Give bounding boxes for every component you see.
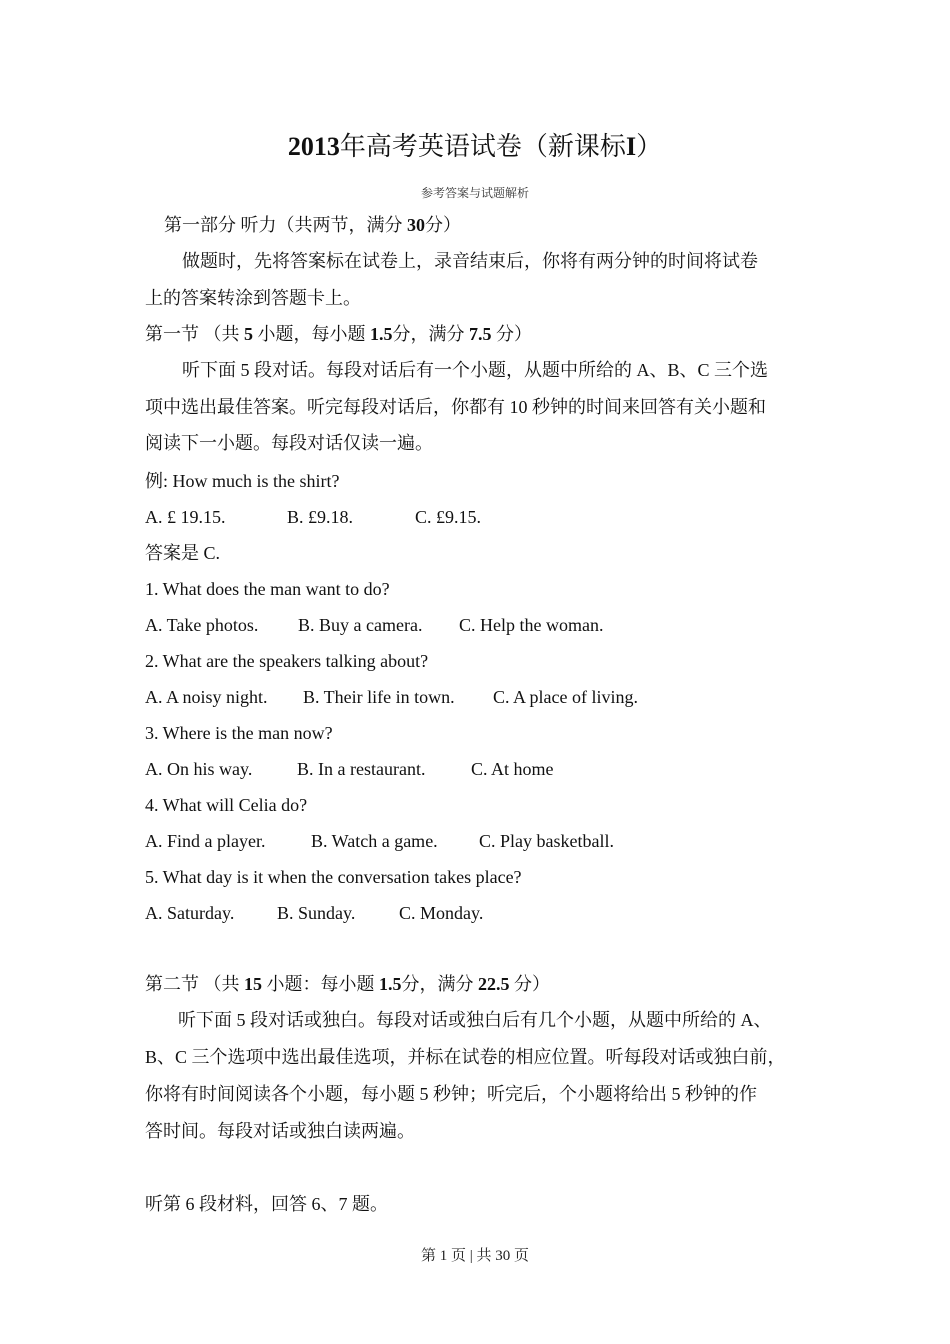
question-3: 3. Where is the man now? [145,723,333,743]
question-1-option-b: B. Buy a camera. [298,615,423,635]
title-text: 年高考英语试卷（新课标 [339,132,626,161]
section2-heading-d: 分） [514,974,550,994]
section1-instr-line-2: 项中选出最佳答案。听完每段对话后，你都有 10 秒钟的时间来回答有关小题和 [145,397,766,417]
question-2-options [145,685,638,709]
section1-per-score: 1.5 [370,324,393,344]
section1-heading-d: 分） [496,324,532,344]
question-5: 5. What day is it when the conversation takes place? [145,867,522,887]
question-4-option-c: C. Play basketball. [479,831,614,851]
section2-heading-b: 小题：每小题 [266,974,375,994]
question-4-options [145,829,614,853]
question-3-option-c: C. At home [471,759,554,779]
page-footer: 第 1 页 | 共 30 页 [420,1248,529,1264]
question-5-option-c: C. Monday. [399,903,484,923]
page-title [0,126,950,163]
part1-intro-line-2: 上的答案转涂到答题卡上。 [145,288,361,308]
section2-instr-line-2: B、C 三个选项中选出最佳选项，并标在试卷的相应位置。听每段对话或独白前， [145,1047,786,1067]
question-1-option-c: C. Help the woman. [459,615,604,635]
question-5-options [145,901,483,925]
section1-count: 5 [244,324,253,344]
section1-total: 7.5 [469,324,492,344]
question-1-option-a: A. Take photos. [145,615,259,635]
example-option-c: C. £9.15. [415,507,482,527]
question-1-options [145,613,603,637]
page-subtitle: 参考答案与试题解析 [420,186,529,200]
section2-instr-line-3: 你将有时间阅读各个小题，每小题 5 秒钟；听完后，个小题将给出 5 秒钟的作 [145,1084,757,1104]
section2-count: 15 [244,974,262,994]
title-year: 2013 [287,132,340,161]
question-5-option-a: A. Saturday. [145,903,235,923]
section2-instr-line-1: 听下面 5 段对话或独白。每段对话或独白后有几个小题，从题中所给的 A、 [178,1010,772,1030]
section1-heading-a: 第一节 （共 [145,324,240,344]
question-3-options [145,757,554,781]
question-2-option-a: A. A noisy night. [145,687,268,707]
section1-heading-b: 小题，每小题 [257,324,366,344]
section2-heading-c: 分，满分 [401,974,474,994]
question-1: 1. What does the man want to do? [145,579,390,599]
part1-heading [164,213,461,237]
question-3-option-a: A. On his way. [145,759,253,779]
section2-per-score: 1.5 [379,974,402,994]
question-5-option-b: B. Sunday. [277,903,356,923]
section2-heading [145,972,550,996]
part1-heading-text: 第一部分 听力（共两节，满分 [164,215,403,235]
example-option-b: B. £9.18. [287,507,354,527]
example-question: 例: How much is the shirt? [145,471,340,491]
section1-instr-line-1: 听下面 5 段对话。每段对话后有一个小题，从题中所给的 A、B、C 三个选 [182,360,769,380]
material-heading: 听第 6 段材料，回答 6、7 题。 [145,1194,388,1214]
section1-heading-c: 分，满分 [392,324,465,344]
example-answer: 答案是 C. [145,543,221,563]
question-4-option-a: A. Find a player. [145,831,266,851]
section1-heading [145,322,532,346]
question-4: 4. What will Celia do? [145,795,308,815]
section1-instr-line-3: 阅读下一小题。每段对话仅读一遍。 [145,433,433,453]
section2-instr-line-4: 答时间。每段对话或独白读两遍。 [145,1121,415,1141]
title-roman: I [625,132,637,161]
question-2-option-c: C. A place of living. [493,687,638,707]
example-option-a: A. £ 19.15. [145,507,226,527]
part1-heading-end: 分） [425,215,461,235]
example-options [145,505,481,529]
question-4-option-b: B. Watch a game. [311,831,438,851]
part1-score: 30 [407,215,425,235]
question-3-option-b: B. In a restaurant. [297,759,426,779]
question-2: 2. What are the speakers talking about? [145,651,429,671]
question-2-option-b: B. Their life in town. [303,687,455,707]
section2-heading-a: 第二节 （共 [145,974,240,994]
section2-total: 22.5 [478,974,510,994]
title-close: ） [636,132,663,161]
part1-intro-line-1: 做题时，先将答案标在试卷上，录音结束后，你将有两分钟的时间将试卷 [182,251,758,271]
